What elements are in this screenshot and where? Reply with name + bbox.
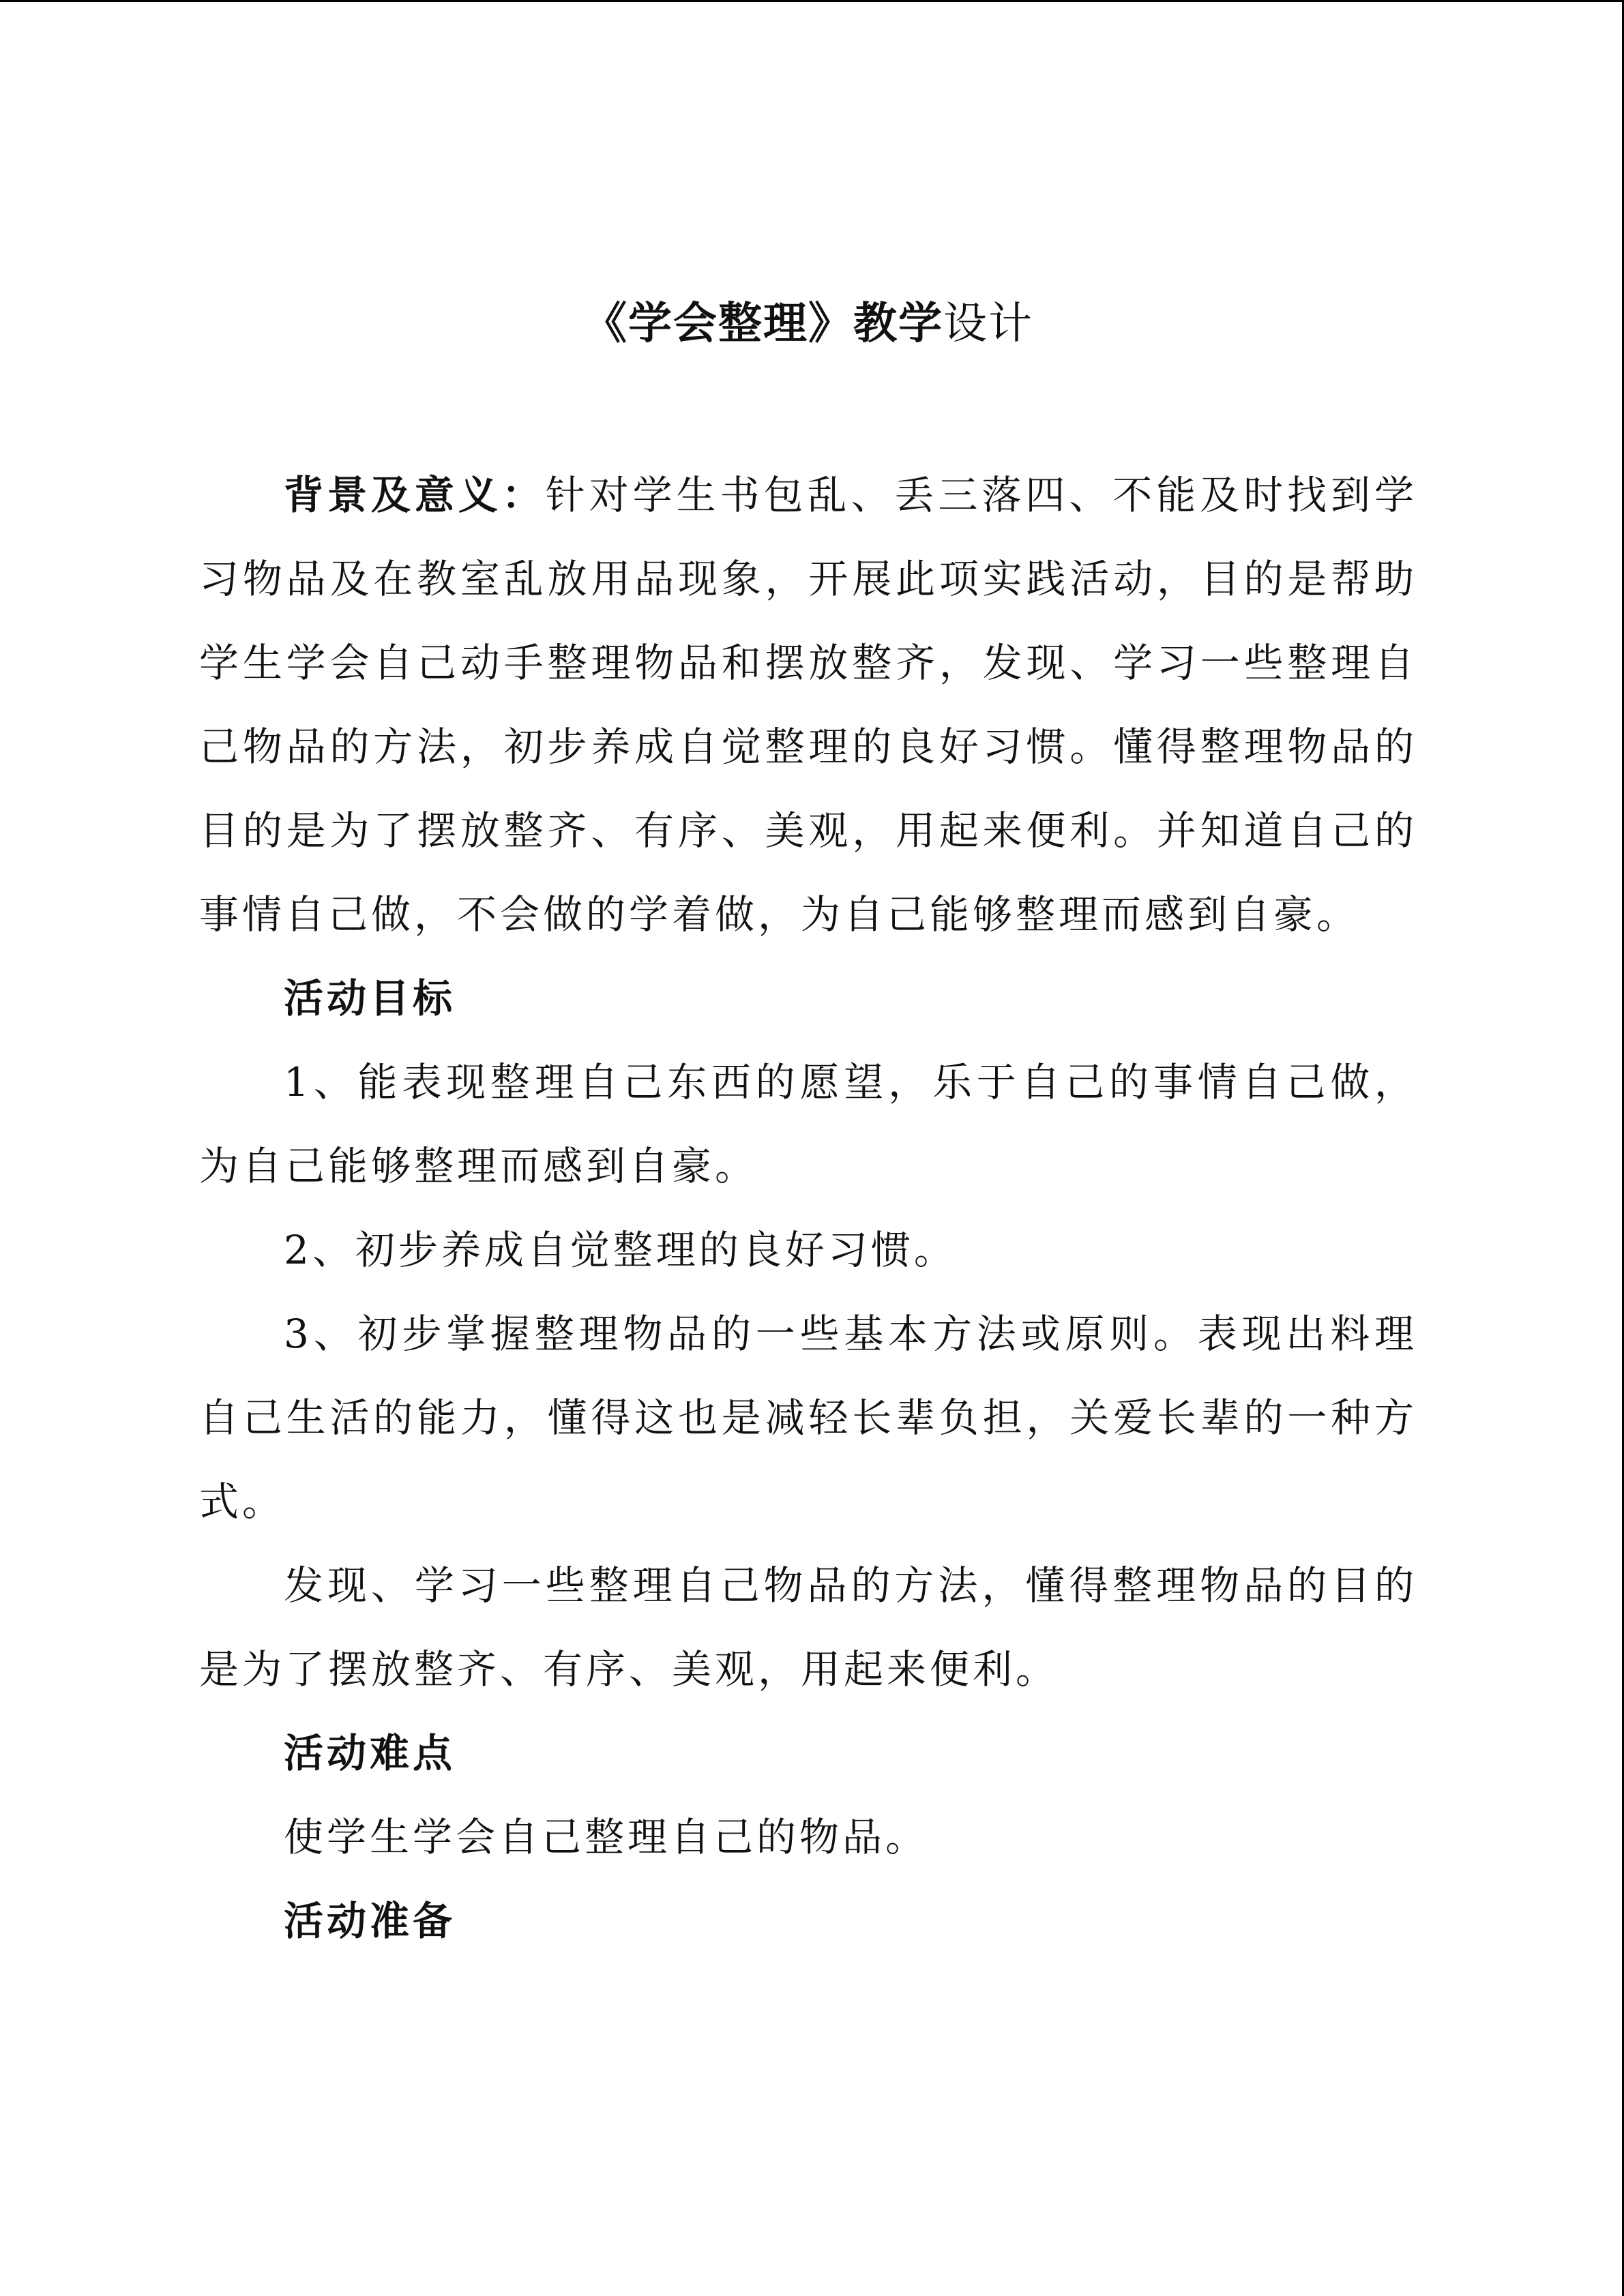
background-text: 针对学生书包乱、丢三落四、不能及时找到学习物品及在教室乱放用品现象，开展此项实践活动，目的是帮助学生学会自己动手整理物品和摆放整齐，发现、学习一些整理自己物品的方法，初步养成自觉整理的良好习惯。懂得整理物品的目的是为了摆放整齐、有序、美观，用起来便利。并知道自己的事情自己做，不会做的学着做，为自己能够整理而感到自豪。 xyxy=(199,472,1417,938)
document-title xyxy=(199,286,1417,361)
background-paragraph xyxy=(199,453,1417,957)
goal-item-1: 1、能表现整理自己东西的愿望，乐于自己的事情自己做，为自己能够整理而感到自豪。 xyxy=(199,1059,1417,1189)
background-label: 背景及意义： xyxy=(284,472,546,518)
title-tail: 设计 xyxy=(943,299,1033,349)
page-top-border xyxy=(0,0,1624,2)
goals-heading: 活动目标 xyxy=(284,975,456,1022)
difficulty-heading: 活动难点 xyxy=(284,1730,456,1776)
goal-item-3: 3、初步掌握整理物品的一些基本方法或原则。表现出料理自己生活的能力，懂得这也是减轻长辈负担，关爱长辈的一种方式。 xyxy=(199,1311,1417,1525)
preparation-heading: 活动准备 xyxy=(284,1898,456,1944)
document-body xyxy=(199,286,1417,1963)
title-main: 《学会整理》教学 xyxy=(583,299,943,349)
difficulty-text: 使学生学会自己整理自己的物品。 xyxy=(284,1814,929,1860)
goal-item-2: 2、初步养成自觉整理的良好习惯。 xyxy=(284,1227,957,1273)
goal-item-4: 发现、学习一些整理自己物品的方法，懂得整理物品的目的是为了摆放整齐、有序、美观，用起来便利。 xyxy=(199,1562,1417,1693)
